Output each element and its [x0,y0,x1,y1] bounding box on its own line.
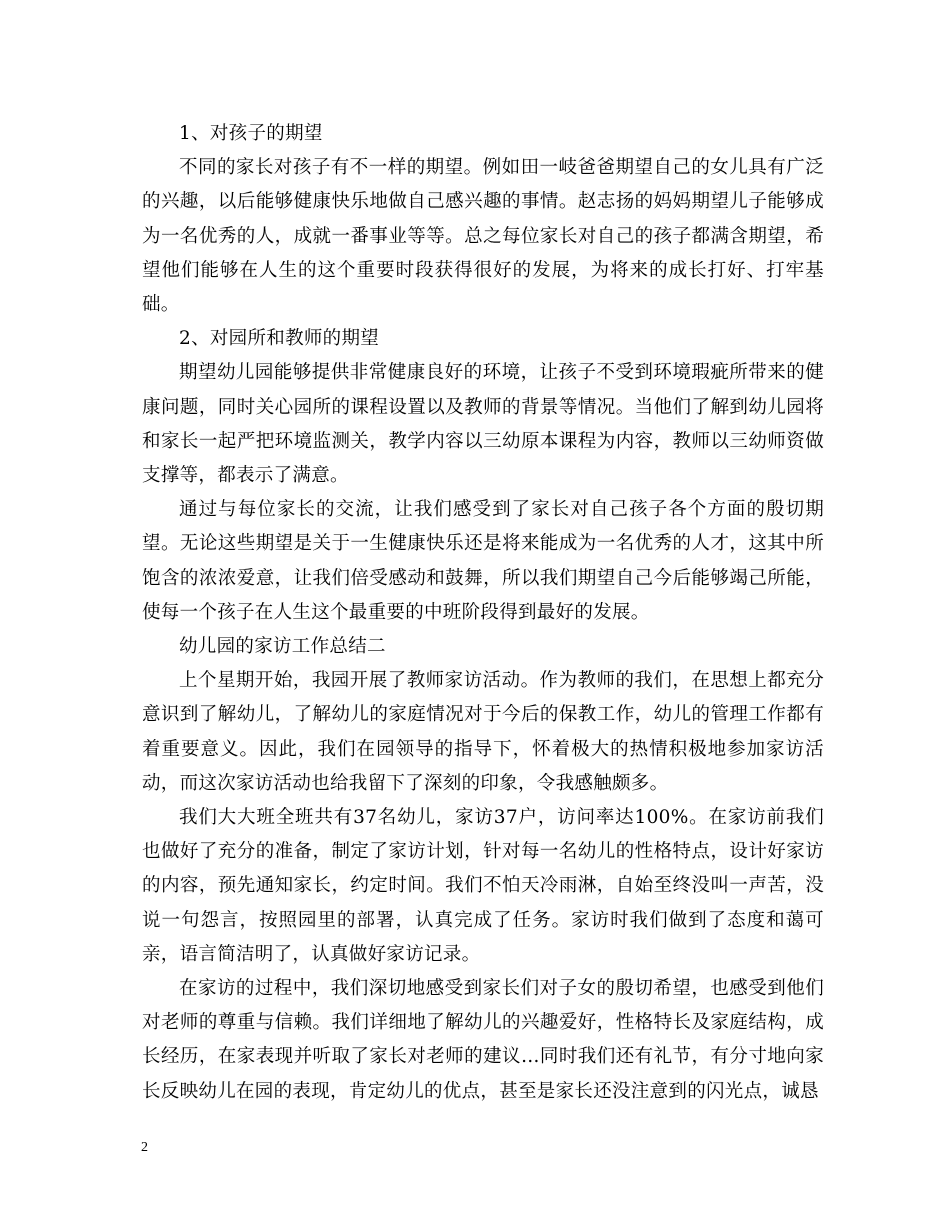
document-body [142,117,824,1109]
paragraph-kindergarten-expectations: 期望幼儿园能够提供非常健康良好的环境，让孩子不受到环境瑕疵所带来的健康问题，同时关心园所的课程设置以及教师的背景等情况。当他们了解到幼儿园将和家长一起严把环境监测关，教学内容以三幼原本课程为内容，教师以三幼师资做支撑等，都表示了满意。 [142,362,824,487]
paragraph-communication-summary: 通过与每位家长的交流，让我们感受到了家长对自己孩子各个方面的殷切期望。无论这些期望是关于一生健康快乐还是将来能成为一名优秀的人才，这其中所饱含的浓浓爱意，让我们倍受感动和鼓舞，所以我们期望自己今后能够竭己所能，使每一个孩子在人生这个最重要的中班阶段得到最好的发展。 [142,499,824,623]
section-title-home-visit-summary-two: 幼儿园的家访工作总结二 [179,636,386,658]
heading-expectations-for-children: 1、对孩子的期望 [179,123,323,144]
page-number: 2 [141,1140,148,1155]
paragraph-home-visit-statistics: 我们大大班全班共有37名幼儿，家访37户，访问率达100%。在家访前我们也做好了充分的准备，制定了家访计划，针对每一名幼儿的性格特点，设计好家访的内容，预先通知家长，约定时间。我们不怕天冷雨淋，自始至终没叫一声苦，没说一句怨言，按照园里的部署，认真完成了任务。家访时我们做到了态度和蔼可亲，语言简洁明了，认真做好家访记录。 [142,807,824,965]
heading-expectations-for-kindergarten: 2、对园所和教师的期望 [179,328,380,350]
paragraph-home-visit-process: 在家访的过程中，我们深切地感受到家长们对子女的殷切希望，也感受到他们对老师的尊重与信赖。我们详细地了解幼儿的兴趣爱好，性格特长及家庭结构，成长经历，在家表现并听取了家长对老师的建议…同时我们还有礼节，有分寸地向家长反映幼儿在园的表现，肯定幼儿的优点，甚至是家长还没注意到的闪光点，诚恳 [142,978,824,1102]
paragraph-home-visit-start: 上个星期开始，我园开展了教师家访活动。作为教师的我们，在思想上都充分意识到了解幼儿，了解幼儿的家庭情况对于今后的保教工作，幼儿的管理工作都有着重要意义。因此，我们在园领导的指导下，怀着极大的热情积极地参加家访活动，而这次家访活动也给我留下了深刻的印象，令我感触颇多。 [142,670,824,794]
paragraph-parents-expectations: 不同的家长对孩子有不一样的期望。例如田一岐爸爸期望自己的女儿具有广泛的兴趣，以后能够健康快乐地做自己感兴趣的事情。赵志扬的妈妈期望儿子能够成为一名优秀的人，成就一番事业等等。总之每位家长对自己的孩子都满含期望，希望他们能够在人生的这个重要时段获得很好的发展，为将来的成长打好、打牢基础。 [142,157,824,316]
